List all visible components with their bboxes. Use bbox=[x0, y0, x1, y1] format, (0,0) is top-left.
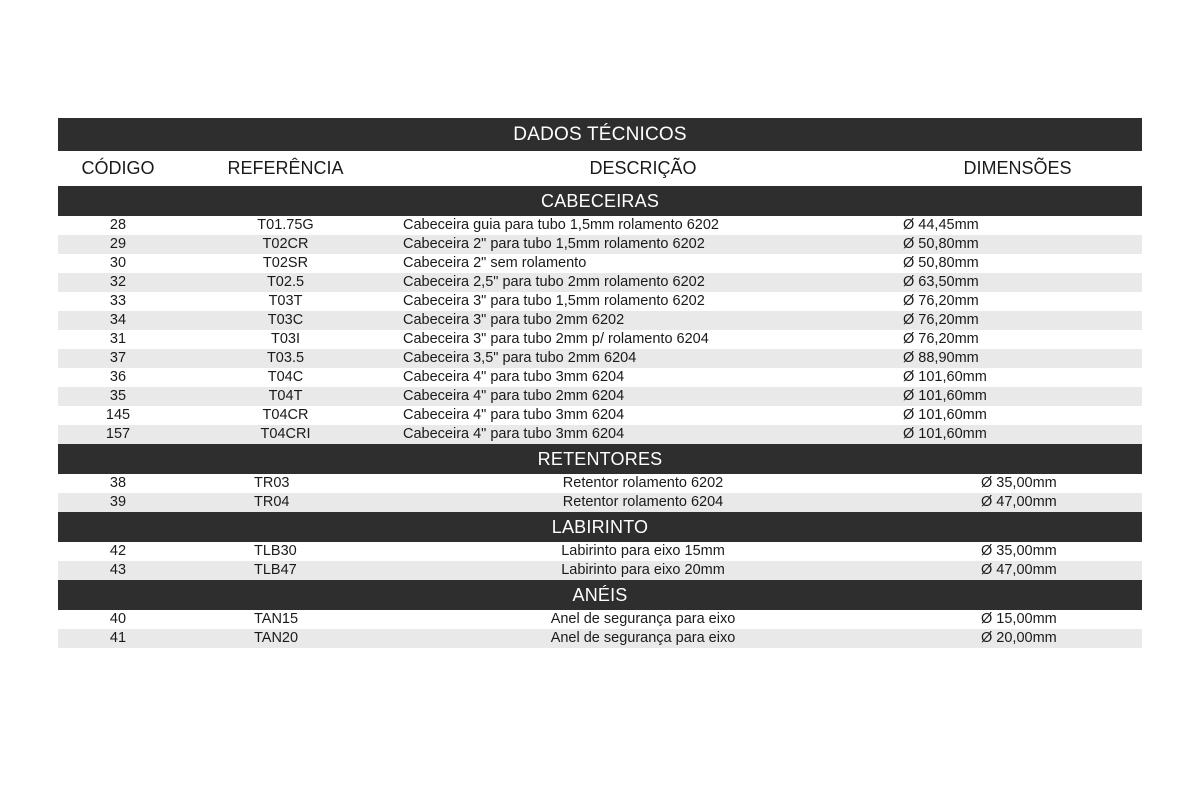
table-row bbox=[58, 330, 1142, 349]
cell-codigo: 33 bbox=[58, 292, 178, 311]
cell-referencia: T04T bbox=[178, 387, 393, 406]
section-header-row bbox=[58, 512, 1142, 542]
column-header-descricao: DESCRIÇÃO bbox=[393, 151, 893, 186]
cell-codigo: 31 bbox=[58, 330, 178, 349]
cell-dimensoes: Ø 35,00mm bbox=[893, 542, 1142, 561]
cell-descricao: Cabeceira 3" para tubo 2mm 6202 bbox=[393, 311, 893, 330]
cell-dimensoes: Ø 101,60mm bbox=[893, 368, 1142, 387]
section-header-row bbox=[58, 444, 1142, 474]
cell-descricao: Cabeceira 4" para tubo 3mm 6204 bbox=[393, 368, 893, 387]
cell-dimensoes: Ø 101,60mm bbox=[893, 406, 1142, 425]
cell-descricao: Cabeceira 3" para tubo 2mm p/ rolamento 6204 bbox=[393, 330, 893, 349]
cell-referencia: T03I bbox=[178, 330, 393, 349]
table-title-row bbox=[58, 118, 1142, 151]
cell-codigo: 42 bbox=[58, 542, 178, 561]
technical-data-table bbox=[58, 118, 1142, 648]
cell-dimensoes: Ø 15,00mm bbox=[893, 610, 1142, 629]
cell-codigo: 32 bbox=[58, 273, 178, 292]
table-body bbox=[58, 118, 1142, 648]
section-header-label: CABECEIRAS bbox=[58, 186, 1142, 216]
cell-dimensoes: Ø 76,20mm bbox=[893, 292, 1142, 311]
cell-descricao: Cabeceira 3,5" para tubo 2mm 6204 bbox=[393, 349, 893, 368]
cell-descricao: Cabeceira 4" para tubo 3mm 6204 bbox=[393, 425, 893, 444]
cell-descricao: Retentor rolamento 6202 bbox=[393, 474, 893, 493]
cell-referencia: T04CR bbox=[178, 406, 393, 425]
cell-descricao: Labirinto para eixo 15mm bbox=[393, 542, 893, 561]
cell-codigo: 36 bbox=[58, 368, 178, 387]
technical-data-sheet bbox=[58, 118, 1142, 648]
cell-descricao: Cabeceira 3" para tubo 1,5mm rolamento 6202 bbox=[393, 292, 893, 311]
cell-referencia: T02.5 bbox=[178, 273, 393, 292]
cell-dimensoes: Ø 47,00mm bbox=[893, 561, 1142, 580]
cell-codigo: 145 bbox=[58, 406, 178, 425]
cell-descricao: Cabeceira guia para tubo 1,5mm rolamento 6202 bbox=[393, 216, 893, 235]
cell-dimensoes: Ø 101,60mm bbox=[893, 425, 1142, 444]
cell-dimensoes: Ø 76,20mm bbox=[893, 330, 1142, 349]
cell-referencia: TR04 bbox=[178, 493, 393, 512]
cell-codigo: 38 bbox=[58, 474, 178, 493]
cell-referencia: T04C bbox=[178, 368, 393, 387]
table-row bbox=[58, 311, 1142, 330]
cell-referencia: T04CRI bbox=[178, 425, 393, 444]
table-row bbox=[58, 235, 1142, 254]
section-header-label: RETENTORES bbox=[58, 444, 1142, 474]
table-row bbox=[58, 368, 1142, 387]
cell-codigo: 30 bbox=[58, 254, 178, 273]
cell-referencia: TAN15 bbox=[178, 610, 393, 629]
table-header-row bbox=[58, 151, 1142, 186]
cell-descricao: Cabeceira 4" para tubo 2mm 6204 bbox=[393, 387, 893, 406]
table-row bbox=[58, 254, 1142, 273]
cell-referencia: TLB47 bbox=[178, 561, 393, 580]
cell-codigo: 29 bbox=[58, 235, 178, 254]
cell-codigo: 43 bbox=[58, 561, 178, 580]
cell-dimensoes: Ø 35,00mm bbox=[893, 474, 1142, 493]
cell-referencia: TR03 bbox=[178, 474, 393, 493]
cell-referencia: T03C bbox=[178, 311, 393, 330]
table-row bbox=[58, 474, 1142, 493]
cell-referencia: T03.5 bbox=[178, 349, 393, 368]
cell-descricao: Cabeceira 2" para tubo 1,5mm rolamento 6202 bbox=[393, 235, 893, 254]
cell-codigo: 37 bbox=[58, 349, 178, 368]
column-header-dimensoes: DIMENSÕES bbox=[893, 151, 1142, 186]
table-row bbox=[58, 216, 1142, 235]
cell-codigo: 157 bbox=[58, 425, 178, 444]
cell-dimensoes: Ø 50,80mm bbox=[893, 254, 1142, 273]
section-header-label: LABIRINTO bbox=[58, 512, 1142, 542]
cell-codigo: 40 bbox=[58, 610, 178, 629]
cell-dimensoes: Ø 88,90mm bbox=[893, 349, 1142, 368]
cell-referencia: T01.75G bbox=[178, 216, 393, 235]
cell-referencia: T02CR bbox=[178, 235, 393, 254]
cell-referencia: TAN20 bbox=[178, 629, 393, 648]
cell-dimensoes: Ø 101,60mm bbox=[893, 387, 1142, 406]
cell-dimensoes: Ø 50,80mm bbox=[893, 235, 1142, 254]
column-header-codigo: CÓDIGO bbox=[58, 151, 178, 186]
section-header-row bbox=[58, 580, 1142, 610]
table-row bbox=[58, 610, 1142, 629]
table-row bbox=[58, 561, 1142, 580]
table-row bbox=[58, 292, 1142, 311]
cell-descricao: Cabeceira 4" para tubo 3mm 6204 bbox=[393, 406, 893, 425]
cell-codigo: 41 bbox=[58, 629, 178, 648]
cell-referencia: T03T bbox=[178, 292, 393, 311]
cell-codigo: 39 bbox=[58, 493, 178, 512]
table-row bbox=[58, 349, 1142, 368]
cell-codigo: 28 bbox=[58, 216, 178, 235]
section-header-label: ANÉIS bbox=[58, 580, 1142, 610]
table-row bbox=[58, 406, 1142, 425]
column-header-referencia: REFERÊNCIA bbox=[178, 151, 393, 186]
cell-referencia: T02SR bbox=[178, 254, 393, 273]
cell-dimensoes: Ø 47,00mm bbox=[893, 493, 1142, 512]
cell-descricao: Retentor rolamento 6204 bbox=[393, 493, 893, 512]
cell-dimensoes: Ø 44,45mm bbox=[893, 216, 1142, 235]
table-row bbox=[58, 493, 1142, 512]
cell-codigo: 34 bbox=[58, 311, 178, 330]
cell-descricao: Anel de segurança para eixo bbox=[393, 610, 893, 629]
cell-descricao: Cabeceira 2,5" para tubo 2mm rolamento 6202 bbox=[393, 273, 893, 292]
section-header-row bbox=[58, 186, 1142, 216]
cell-referencia: TLB30 bbox=[178, 542, 393, 561]
table-row bbox=[58, 273, 1142, 292]
table-title: DADOS TÉCNICOS bbox=[58, 118, 1142, 151]
table-row bbox=[58, 387, 1142, 406]
cell-descricao: Labirinto para eixo 20mm bbox=[393, 561, 893, 580]
cell-dimensoes: Ø 63,50mm bbox=[893, 273, 1142, 292]
table-row bbox=[58, 629, 1142, 648]
table-row bbox=[58, 542, 1142, 561]
cell-dimensoes: Ø 20,00mm bbox=[893, 629, 1142, 648]
table-row bbox=[58, 425, 1142, 444]
cell-descricao: Anel de segurança para eixo bbox=[393, 629, 893, 648]
cell-descricao: Cabeceira 2" sem rolamento bbox=[393, 254, 893, 273]
cell-codigo: 35 bbox=[58, 387, 178, 406]
cell-dimensoes: Ø 76,20mm bbox=[893, 311, 1142, 330]
